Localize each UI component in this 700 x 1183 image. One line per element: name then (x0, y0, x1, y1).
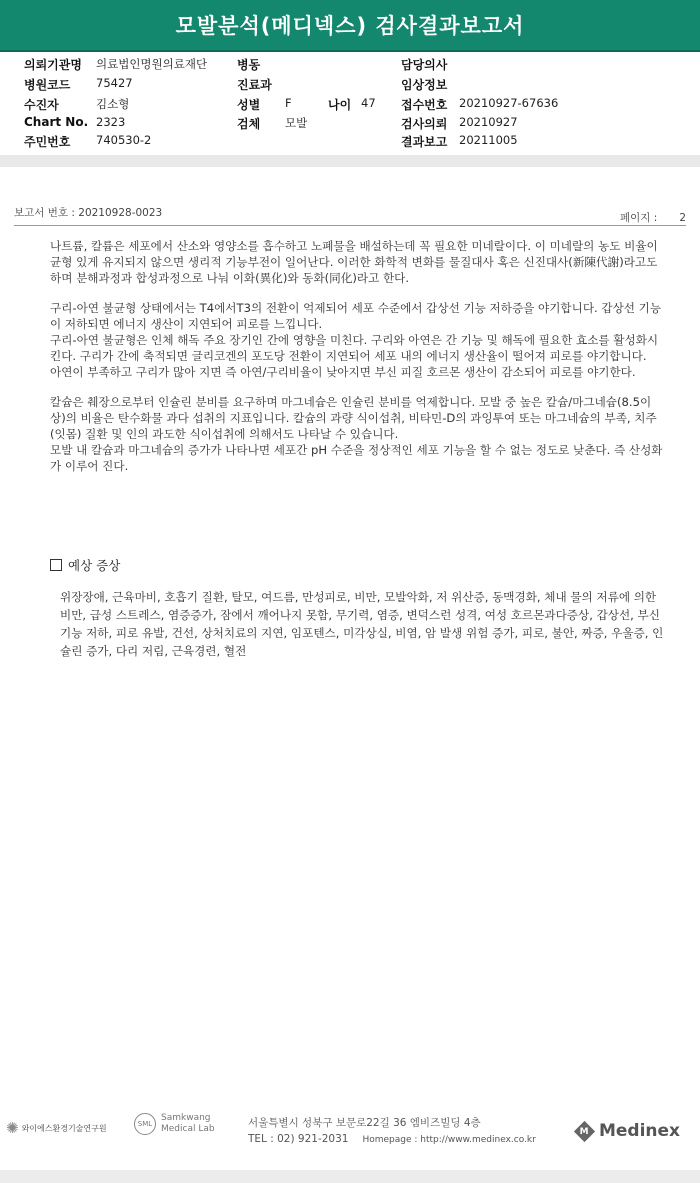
header-row-3 (0, 96, 700, 114)
paragraph-ph-level: 모발 내 칼슘과 마그네슘의 증가가 나타나면 세포간 pH 수준을 정상적인 세포 기능을 할 수 없는 정도로 낮춘다. 즉 산성화가 이루어 진다. (50, 443, 663, 474)
label-age: 나이 (328, 98, 352, 112)
label-requesting-institution: 의뢰기관명 (24, 58, 82, 72)
institute-logo (6, 1119, 107, 1137)
paragraph-sodium-potassium: 나트륨, 칼륨은 세포에서 산소와 영양소를 흡수하고 노폐물을 배설하는데 꼭 필요한 미네랄이다. 이 미네랄의 농도 비율이 균형 있게 유지되지 않으면 생리적 기능부전이 일어난다. 이러한 화학적 변화를 물질대사 혹은 신진대사(新陳代謝)라고도 하며 분해과정과 합성과정으로 나눠 이화(異化)와 동화(同化)라고 한다. (50, 239, 658, 286)
symptoms-heading-label: 예상 증상 (68, 558, 121, 573)
header-row-4 (0, 115, 700, 133)
medinex-wordmark: Medinex (598, 1121, 680, 1141)
value-result-report: 20211005 (459, 133, 518, 147)
medinex-mark: M (579, 1126, 589, 1136)
header-rule (14, 225, 686, 226)
samkwang-line2: Medical Lab (161, 1124, 215, 1134)
paragraph-zinc-copper-ratio: 아연이 부족하고 구리가 많아 지면 즉 아연/구리비율이 낮아지면 부신 피질 호르몬 생산이 감소되어 피로를 야기한다. (50, 365, 636, 380)
checkbox-icon (50, 559, 62, 571)
sml-badge-icon: SML (134, 1113, 156, 1135)
value-specimen: 모발 (285, 116, 308, 130)
samkwang-logo (134, 1113, 215, 1135)
value-chart-no: 2323 (96, 115, 126, 129)
header-row-5 (0, 133, 700, 151)
page-label: 페이지 : (620, 212, 658, 224)
tel-line: TEL : 02) 921-2031 (248, 1133, 349, 1145)
page-separator (0, 155, 700, 167)
footer-address (248, 1115, 536, 1148)
burst-icon: ✺ (6, 1119, 19, 1137)
bottom-band (0, 1170, 700, 1183)
paragraph-copper-zinc-liver: 구리-아연 불균형은 인체 해독 주요 장기인 간에 영향을 미친다. 구리와 아연은 간 기능 및 해독에 필요한 효소를 활성화시킨다. 구리가 간에 축적되면 글리코겐의 포도당 전환이 지연되어 세포 내의 에너지 생산율이 떨어져 피로를 야기합니다. (50, 333, 659, 364)
label-department: 진료과 (237, 78, 272, 92)
medinex-logo (577, 1121, 680, 1141)
value-age: 47 (361, 96, 376, 110)
header-row-1 (0, 56, 700, 74)
page-number: 2 (679, 212, 686, 224)
label-doctor: 담당의사 (401, 58, 448, 72)
page-indicator (620, 210, 686, 225)
label-receipt-number: 접수번호 (401, 98, 448, 112)
value-sex: F (285, 96, 292, 110)
value-test-request: 20210927 (459, 115, 518, 129)
label-specimen: 검체 (237, 117, 261, 131)
paragraph-calcium-magnesium: 칼슘은 췌장으로부터 인슐린 분비를 요구하며 마그네슘은 인슐린 분비를 억제합니다. 모발 중 높은 칼슘/마그네슘(8.5이상)의 비율은 탄수화물 과다 섭취의 지표입니다. 칼슘의 과량 식이섭취, 비타민-D의 과잉투여 또는 마그네슘의 부족, 치주(잇몸) 질환 및 인의 과도한 식이섭취에 의해서도 나타날 수 있습니다. (50, 394, 657, 442)
report-number: 보고서 번호 : 20210928-0023 (14, 207, 163, 219)
label-test-request: 검사의뢰 (401, 117, 448, 131)
label-patient: 수진자 (24, 98, 59, 112)
label-chart-no: Chart No. (24, 115, 89, 129)
patient-info-header (0, 52, 700, 150)
value-hospital-code: 75427 (96, 76, 133, 90)
value-patient: 김소형 (96, 97, 130, 111)
label-sex: 성별 (237, 98, 261, 112)
label-ward: 병동 (237, 58, 261, 72)
footer (0, 1105, 700, 1155)
medinex-diamond-icon (574, 1120, 595, 1141)
report-title: 모발분석(메디넥스) 검사결과보고서 (0, 0, 700, 52)
homepage-link: Homepage : http://www.medinex.co.kr (362, 1135, 536, 1145)
symptoms-heading (50, 556, 120, 574)
symptoms-list: 위장장애, 근육마비, 호흡기 질환, 탈모, 여드름, 만성피로, 비만, 모발악화, 저 위산증, 동맥경화, 체내 물의 저류에 의한 비만, 급성 스트레스, 염증증가, 잠에서 깨어나지 못함, 무기력, 염증, 변덕스런 성격, 여성 호르몬과다증상, 갑상선, 부신 기능 저하, 피로 유발, 건선, 상처치료의 지연, 임포텐스, 미각상실, 비염, 암 발생 위험 증가, 피로, 불안, 짜증, 우울증, 인슐린 증가, 다리 저림, 근육경련, 혈전 (60, 590, 664, 658)
report-body (50, 238, 665, 488)
label-resident-number: 주민번호 (24, 135, 71, 149)
label-hospital-code: 병원코드 (24, 78, 71, 92)
samkwang-line1: Samkwang (161, 1113, 211, 1123)
label-result-report: 결과보고 (401, 135, 448, 149)
header-row-2 (0, 76, 700, 94)
value-receipt-number: 20210927-67636 (459, 96, 559, 110)
value-resident-number: 740530-2 (96, 133, 152, 147)
label-clinical-info: 임상정보 (401, 78, 448, 92)
value-requesting-institution: 의료법인명원의료재단 (96, 57, 208, 71)
institute-name: 와이에스환경기술연구원 (21, 1123, 107, 1133)
address-line: 서울특별시 성북구 보문로22길 36 엠비즈빌딩 4층 (248, 1117, 481, 1129)
paragraph-copper-zinc-thyroid: 구리-아연 불균형 상태에서는 T4에서T3의 전환이 억제되어 세포 수준에서 갑상선 기능 저하증을 야기합니다. 갑상선 기능이 저하되면 에너지 생산이 지연되어 피로를 느낍니다. (50, 300, 662, 331)
